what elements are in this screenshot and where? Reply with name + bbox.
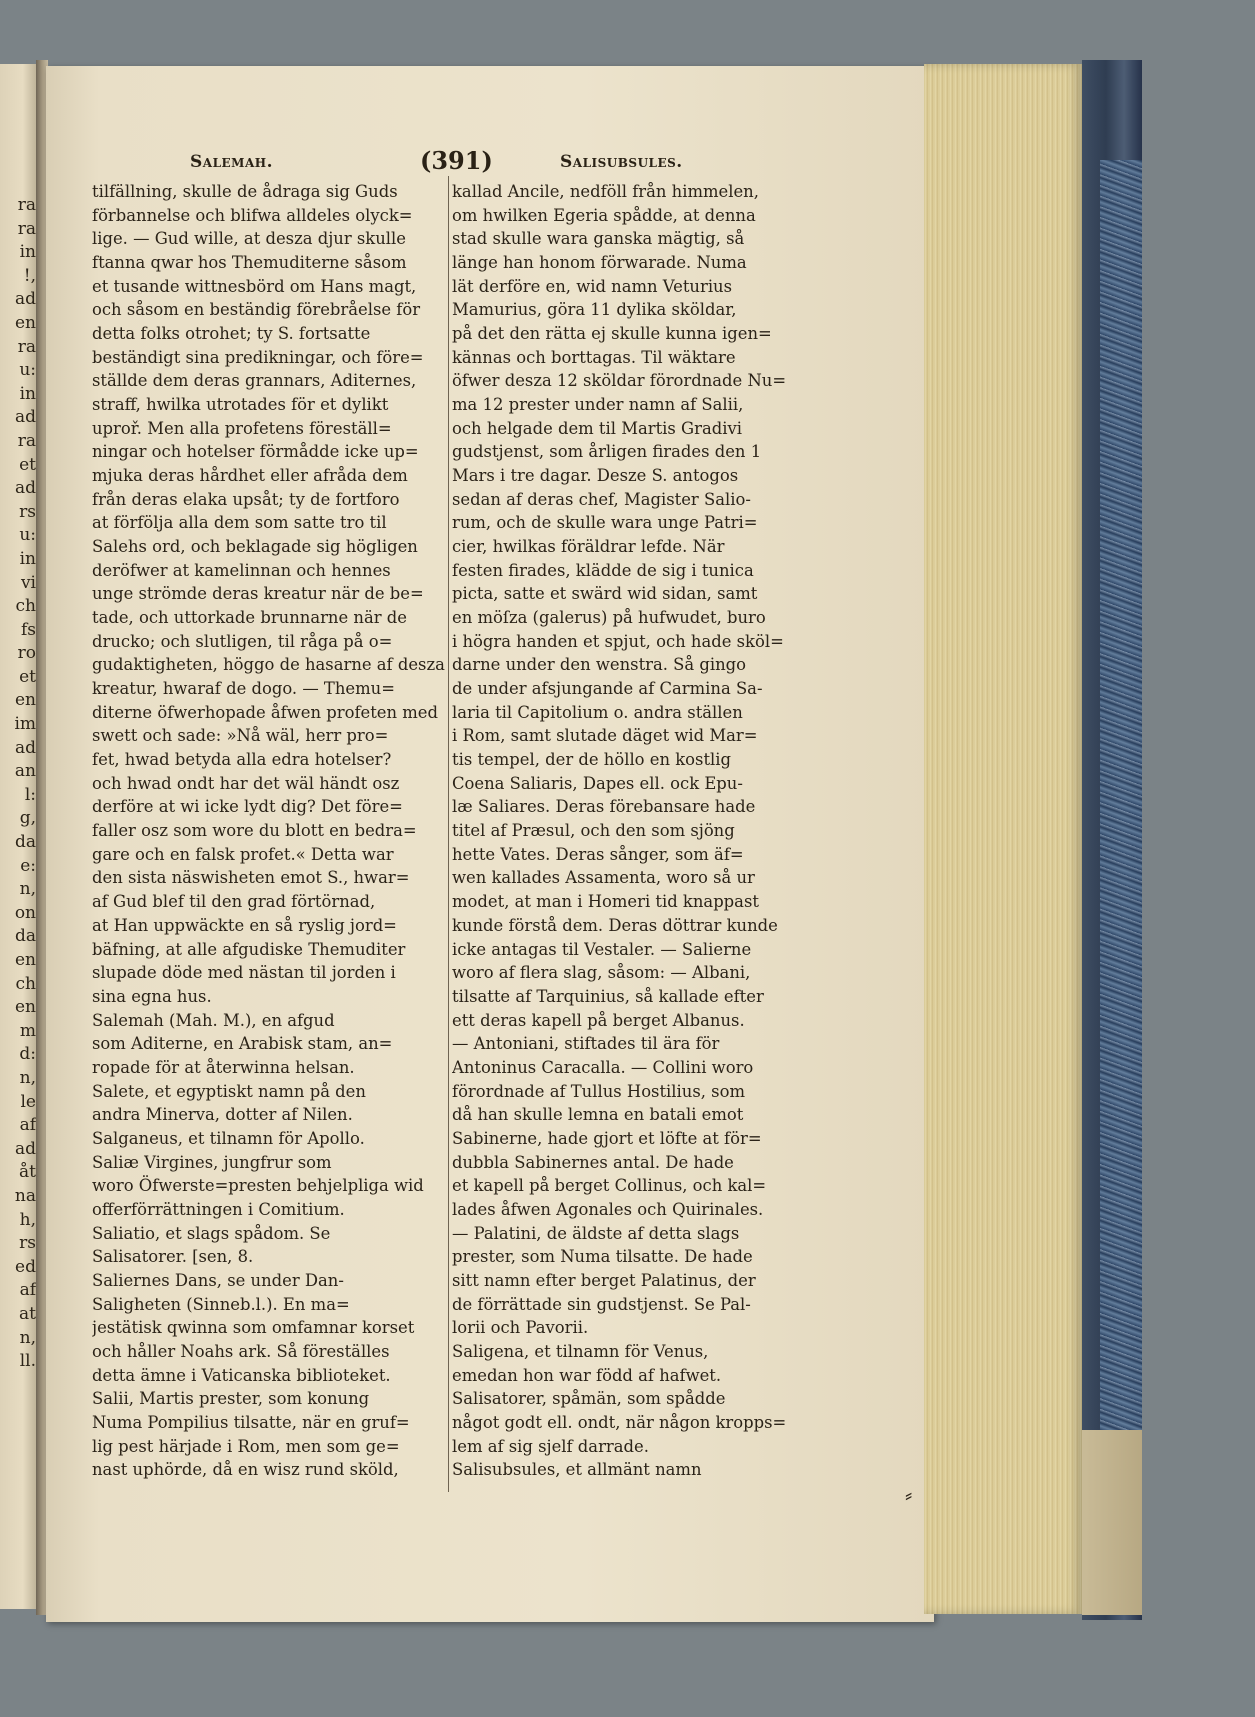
text-line: kallad Ancile, nedföll från himmelen, [452,182,759,201]
text-line: jestätisk qwinna som omfamnar korset [92,1318,415,1338]
margin-fragment: l: [24,784,36,805]
text-line: lem af sig sjelf darrade. [452,1436,649,1456]
margin-fragment: da [14,926,36,947]
margin-fragment: rs [19,501,36,522]
margin-fragment: en [14,997,36,1018]
text-line: ett deras kapell på berget Albanus. [452,1010,745,1030]
margin-fragment: rs [19,1233,36,1254]
text-line: något godt ell. ondt, när någon kropps= [452,1412,787,1432]
margin-fragment: vi [20,572,36,593]
text-line: detta folks otrohet; ty S. fortsatte [92,324,371,344]
margin-fragment: af [19,1115,36,1136]
text-line: lige. — Gud wille, at desza djur skulle [92,229,406,249]
text-line: gudstjenst, som årligen firades den 1 [452,442,762,462]
text-line: om hwilken Egeria spådde, at denna [452,205,756,225]
text-line: Salemah (Mah. M.), en afgud [92,1010,335,1030]
margin-fragment: ad [14,478,36,499]
text-line: laria til Capitolium o. andra ställen [452,702,743,722]
header-left-word: Salemah. [190,152,274,172]
text-line: nast uphörde, då en wisz rund sköld, [92,1460,399,1480]
text-line: länge han honom förwarade. Numa [452,253,747,273]
margin-fragment: ra [17,336,36,357]
text-line: Saliatio, et slags spådom. Se [92,1223,331,1243]
text-line: lorii och Pavorii. [452,1318,589,1338]
margin-fragment: le [20,1091,36,1112]
margin-fragment: ad [14,289,36,310]
margin-fragment: ad [14,1138,36,1159]
text-line: diterne öfwerhopade åfwen profeten med [92,702,438,722]
margin-fragment: ra [17,195,36,215]
margin-fragment: n, [19,1327,36,1348]
left-page-edge [0,64,38,1609]
margin-fragment: åt [19,1162,36,1183]
text-line: från deras elaka upsåt; ty de fortforo [92,489,400,509]
text-line: Sabinerne, hade gjort et löfte at för= [452,1128,762,1148]
margin-fragment: af [19,1280,36,1301]
text-line: stad skulle wara ganska mägtig, så [452,229,745,249]
text-line: sitt namn efter berget Palatinus, der [452,1270,756,1290]
text-line: tilfällning, skulle de ådraga sig Guds [92,182,398,201]
marbled-cover [1100,160,1142,1430]
text-line: deröfwer at kamelinnan och hennes [92,560,391,580]
margin-fragment: en [14,312,36,333]
text-line: Salganeus, et tilnamn för Apollo. [92,1128,365,1148]
text-line: faller osz som wore du blott en bedra= [92,821,417,841]
margin-fragment: en [14,950,36,970]
text-line: titel af Præsul, och den som sjöng [452,821,735,841]
margin-fragment: ch [15,596,36,617]
margin-fragment: ll. [19,1351,36,1372]
text-line: bäfning, at alle afgudiske Themuditer [92,939,406,959]
text-line: och såsom en beständig förebråelse för [92,300,421,320]
margin-fragment: on [14,902,36,923]
text-line: fet, hwad betyda alla edra hotelser? [92,750,392,770]
text-line: slupade döde med nästan til jorden i [92,963,396,983]
text-line: en möſza (galerus) på hufwudet, buro [452,608,766,628]
text-line: tilsatte af Tarquinius, så kallade efter [452,986,764,1006]
page-header [150,146,840,180]
text-line: gudaktigheten, höggo de hasarne af desza [92,655,445,675]
text-line: som Aditerne, en Arabisk stam, an= [92,1034,393,1054]
text-line: læ Saliares. Deras förebansare hade [452,797,756,817]
text-line: Salete, et egyptiskt namn på den [92,1081,366,1101]
text-line: Mamurius, göra 11 dylika sköldar, [452,300,737,320]
margin-fragment: n, [19,879,36,900]
text-line: Mars i tre dagar. Desze S. antogos [452,466,739,486]
text-line: andra Minerva, dotter af Nilen. [92,1105,353,1125]
text-line: drucko; och slutligen, til råga på o= [92,631,393,651]
text-line: sina egna hus. [92,986,212,1006]
margin-fragment: da [14,832,36,853]
margin-fragment: ad [14,737,36,758]
text-line: prester, som Numa tilsatte. De hade [452,1247,753,1267]
text-line: de under afsjungande af Carmina Sa- [452,679,763,699]
text-line: detta ämne i Vaticanska biblioteket. [92,1365,391,1385]
text-line: emedan hon war född af hafwet. [452,1365,722,1385]
margin-fragment: ch [15,973,36,994]
text-line: et tusande wittnesbörd om Hans magt, [92,276,417,296]
text-line: kännas och borttagas. Til wäktare [452,347,736,367]
margin-fragment: fs [20,619,36,640]
text-line: at Han uppwäckte en så ryslig jord= [92,915,397,935]
margin-fragment: h, [19,1209,36,1230]
margin-fragment: en [14,690,36,711]
text-line: då han skulle lemna en batali emot [452,1105,744,1125]
text-line: tade, och uttorkade brunnarne när de [92,608,407,628]
margin-fragment: e: [20,855,36,876]
text-line: Saligheten (Sinneb.l.). En ma= [92,1294,350,1314]
margin-fragment: et [19,666,36,687]
text-line: Salii, Martis prester, som konung [92,1389,370,1409]
text-line: Saliæ Virgines, jungfrur som [92,1152,332,1172]
text-line: woro Öfwerste=presten behjelpliga wid [92,1176,424,1196]
left-margin-fragments [2,194,36,1374]
text-line: darne under den wenstra. Så gingo [452,655,747,675]
text-line: lig pest härjade i Rom, men som ge= [92,1436,400,1456]
margin-fragment: at [19,1303,36,1324]
margin-fragment: ad [14,407,36,428]
text-line: ningar och hotelser förmådde icke up= [92,442,419,462]
text-line: swett och sade: »Nå wäl, herr pro= [92,726,389,746]
text-line: på det den rätta ej skulle kunna igen= [452,324,772,344]
text-line: Antoninus Caracalla. — Collini woro [452,1057,754,1077]
margin-fragment: u: [19,525,36,546]
text-line: hette Vates. Deras sånger, som äf= [452,844,744,864]
margin-fragment: na [14,1185,36,1206]
text-line: offerförrättningen i Comitium. [92,1199,345,1219]
margin-fragment: ed [15,1256,36,1277]
text-line: at förfölja alla dem som satte tro til [92,513,387,533]
text-line: ropade för at återwinna helsan. [92,1057,355,1077]
margin-fragment: ra [17,218,36,239]
text-line: — Antoniani, stiftades til ära för [452,1034,720,1054]
text-line: et kapell på berget Collinus, och kal= [452,1176,767,1196]
text-line: Salisubsules, et allmänt namn [452,1460,702,1480]
margin-fragment: in [19,242,36,263]
text-line: ma 12 prester under namn af Salii, [452,395,744,415]
margin-fragment: an [14,761,36,782]
text-line: beständigt sina predikningar, och före= [92,347,424,367]
margin-fragment: u: [19,360,36,381]
margin-fragment: g, [19,808,36,829]
text-line: förordnade af Tullus Hostilius, som [452,1081,745,1101]
text-line: dubbla Sabinernes antal. De hade [452,1152,734,1172]
text-line: och hwad ondt har det wäl händt osz [92,773,400,793]
text-line: woro af flera slag, såsom: — Albani, [452,963,751,983]
page-edges [924,64,1084,1614]
text-line: Salisatorer, spåmän, som spådde [452,1389,726,1409]
text-line: Saligena, et tilnamn för Venus, [452,1341,709,1361]
text-line: förbannelse och blifwa alldeles olyck= [92,205,413,225]
text-line: Salehs ord, och beklagade sig högligen [92,537,418,557]
text-line: kreatur, hwaraf de dogo. — Themu= [92,679,395,699]
text-line: straff, hwilka utrotades för et dylikt [92,395,389,415]
text-line: ftanna qwar hos Themuditerne såsom [92,253,407,273]
text-line: lät derföre en, wid namn Veturius [452,276,733,296]
text-line: tis tempel, der de höllo en kostlig [452,750,732,770]
cover-corner [1082,1430,1142,1615]
text-line: derföre at wi icke lydt dig? Det före= [92,797,403,817]
margin-fragment: !, [23,265,36,286]
text-line: Salisatorer. [sen, 8. [92,1247,254,1267]
text-line: de förrättade sin gudstjenst. Se Pal- [452,1294,751,1314]
text-line: och helgade dem til Martis Gradivi [452,418,742,438]
page-number: (391) [420,146,493,175]
text-line: af Gud blef til den grad förtörnad, [92,892,376,912]
text-line: kunde förstå dem. Deras döttrar kunde [452,915,778,935]
page-mark: ⸗ [905,1483,913,1508]
margin-fragment: et [19,454,36,475]
margin-fragment: n, [19,1067,36,1088]
margin-fragment: d: [19,1044,36,1065]
text-line: festen firades, klädde de sig i tunica [452,560,754,580]
text-line: icke antagas til Vestaler. — Salierne [452,939,752,959]
text-line: den sista näswisheten emot S., hwar= [92,868,410,888]
text-line: i Rom, samt slutade däget wid Mar= [452,726,758,746]
column-divider [448,176,449,1492]
margin-fragment: ra [17,430,36,451]
text-line: sedan af deras chef, Magister Salio- [452,489,751,509]
text-line: unge strömde deras kreatur när de be= [92,584,424,604]
text-line: modet, at man i Homeri tid knappast [452,892,759,912]
left-column [92,180,448,1482]
text-line: i högra handen et spjut, och hade sköl= [452,631,784,651]
text-line: Coena Saliaris, Dapes ell. ock Epu- [452,773,743,793]
text-line: uproř. Men alla profetens föreställ= [92,418,392,438]
margin-fragment: m [19,1020,36,1041]
text-line: Saliernes Dans, se under Dan- [92,1270,344,1290]
text-line: — Palatini, de äldste af detta slags [452,1223,740,1243]
text-line: rum, och de skulle wara unge Patri= [452,513,758,533]
text-line: cier, hwilkas föräldrar lefde. När [452,537,725,557]
margin-fragment: im [14,714,36,735]
text-line: picta, satte et swärd wid sidan, samt [452,584,758,604]
text-line: ställde dem deras grannars, Aditernes, [92,371,417,391]
text-line: lades åfwen Agonales och Quirinales. [452,1199,764,1219]
header-right-word: Salisubsules. [560,152,683,172]
margin-fragment: in [19,548,36,569]
text-line: öfwer desza 12 sköldar förordnade Nu= [452,371,787,391]
text-line: Numa Pompilius tilsatte, när en gruf= [92,1412,410,1432]
text-line: gare och en falsk profet.« Detta war [92,844,394,864]
text-line: wen kallades Assamenta, woro så ur [452,868,755,888]
margin-fragment: in [19,383,36,404]
right-column [452,180,834,1482]
text-line: och håller Noahs ark. Så föreställes [92,1341,390,1361]
margin-fragment: ro [17,643,36,664]
text-line: mjuka deras hårdhet eller afråda dem [92,466,408,486]
